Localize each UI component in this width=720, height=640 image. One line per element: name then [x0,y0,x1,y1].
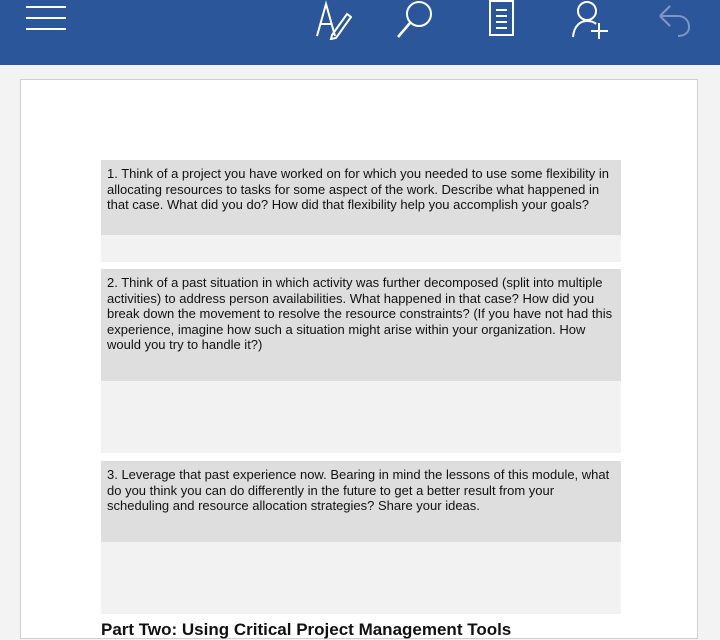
answer-area-3[interactable] [101,542,621,614]
answer-area-1[interactable] [101,235,621,262]
text-format-icon[interactable] [314,0,352,40]
app-toolbar [0,0,720,65]
question-block-3 [101,461,621,614]
question-text-3: 3. Leverage that past experience now. Bearing in mind the lessons of this module, what do you think you can do differently in the future to get a better result from your scheduling and resource allocation strategies? Share your ideas. [101,461,621,542]
question-block-1 [101,160,621,262]
section-heading: Part Two: Using Critical Project Management Tools [101,620,512,639]
question-block-2 [101,269,621,453]
search-icon[interactable] [395,0,437,40]
document-page [20,79,698,639]
notebook-icon[interactable] [488,0,516,38]
question-text-1: 1. Think of a project you have worked on for which you needed to use some flexibility in allocating resources to tasks for some aspect of the work. Describe what happened in that case. What did you do? How did that flexibility help you accomplish your goals? [101,160,621,235]
menu-icon[interactable] [26,4,68,32]
answer-area-2[interactable] [101,381,621,453]
question-text-2: 2. Think of a past situation in which activity was further decomposed (split into multiple activities) to address person availabilities. What happened in that case? How did you break down the movement to resolve the resource constraints? (If you have not had this experience, imagine how such a situation might arise within your organization. How would you try to handle it?) [101,269,621,381]
add-person-icon[interactable] [570,0,612,40]
undo-icon[interactable] [656,0,692,40]
